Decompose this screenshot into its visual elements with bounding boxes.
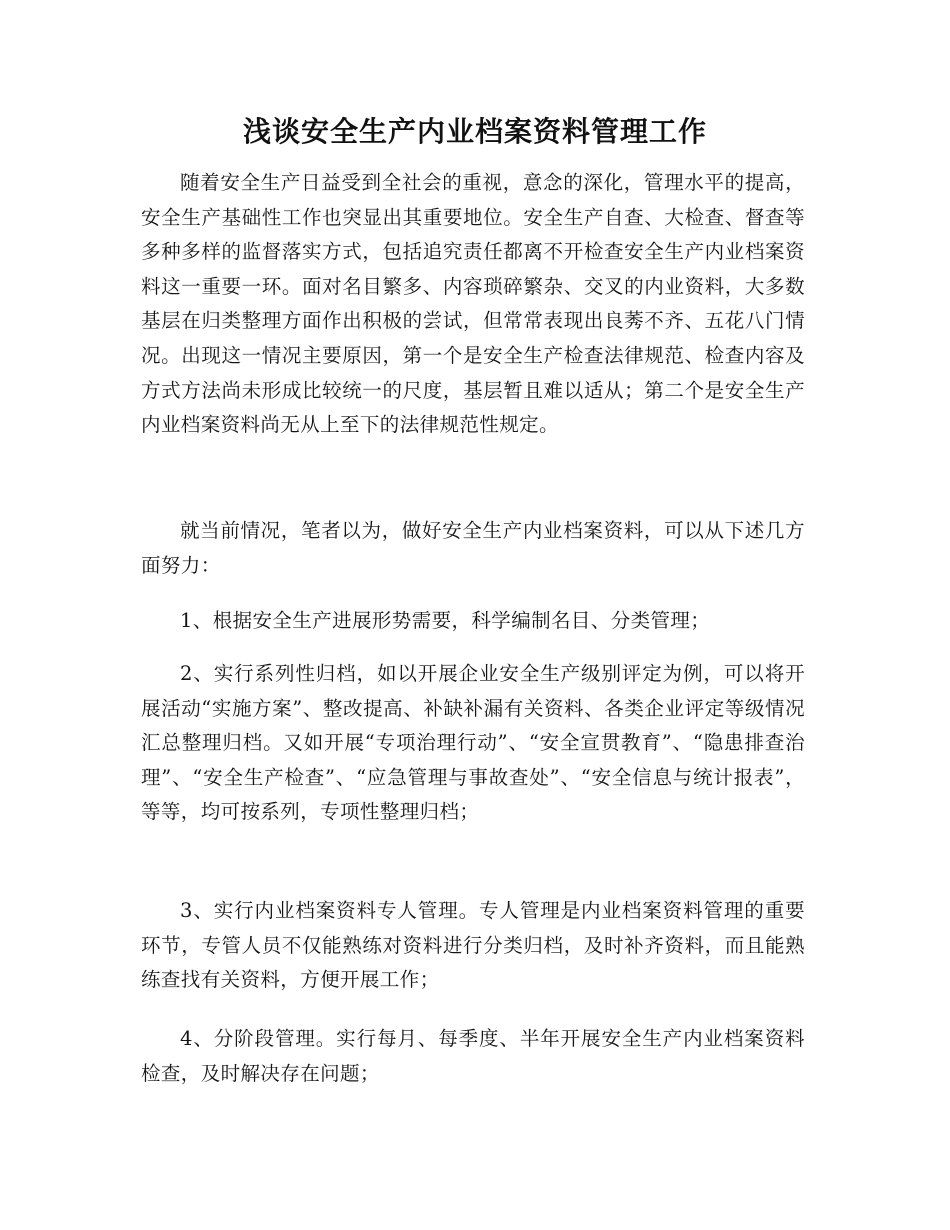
paragraph-intro: 随着安全生产日益受到全社会的重视，意念的深化，管理水平的提高，安全生产基础性工作也突显出其重要地位。安全生产自查、大检查、督查等多种多样的监督落实方式，包括追究责任都离不开检查安全生产内业档案资料这一重要一环。面对名目繁多、内容琐碎繁杂、交叉的内业资料，大多数基层在归类整理方面作出积极的尝试，但常常表现出良莠不齐、五花八门情况。出现这一情况主要原因，第一个是安全生产检查法律规范、检查内容及方式方法尚未形成比较统一的尺度，基层暂且难以适从；第二个是安全生产内业档案资料尚无从上至下的法律规范性规定。 <box>141 171 805 437</box>
paragraph-point-2: 2、实行系列性归档，如以开展企业安全生产级别评定为例，可以将开展活动“实施方案”、整改提高、补缺补漏有关资料、各类企业评定等级情况汇总整理归档。又如开展“专项治理行动”、“安全宣贯教育”、“隐患排查治理”、“安全生产检查”、“应急管理与事故查处”、“安全信息与统计报表”，等等，均可按系列，专项性整理归档； <box>141 662 805 824</box>
document-title: 浅谈安全生产内业档案资料管理工作 <box>242 115 707 148</box>
paragraph-point-4: 4、分阶段管理。实行每月、每季度、半年开展安全生产内业档案资料检查，及时解决存在问题； <box>141 1027 805 1085</box>
paragraph-approach: 就当前情况，笔者以为，做好安全生产内业档案资料，可以从下述几方面努力： <box>141 519 805 577</box>
paragraph-point-3: 3、实行内业档案资料专人管理。专人管理是内业档案资料管理的重要环节，专管人员不仅能熟练对资料进行分类归档，及时补齐资料，而且能熟练查找有关资料，方便开展工作； <box>141 899 805 992</box>
paragraph-point-1: 1、根据安全生产进展形势需要，科学编制名目、分类管理； <box>180 609 711 632</box>
